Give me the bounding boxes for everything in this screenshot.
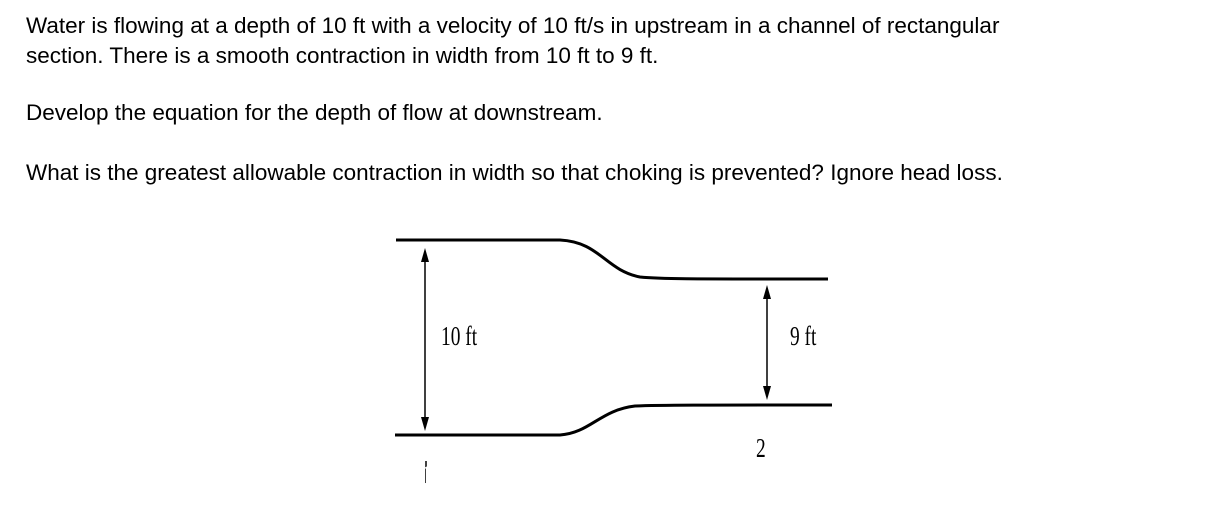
problem-paragraph-3: What is the greatest allowable contraction in width so that choking is prevented? Ignore head loss. (26, 160, 1003, 185)
downstream-width-arrow (763, 285, 771, 400)
upstream-width-arrow (421, 248, 429, 431)
channel-bottom-wall (395, 405, 832, 435)
channel-top-wall (396, 240, 828, 279)
problem-line-2: section. There is a smooth contraction in width from 10 ft to 9 ft. (26, 43, 659, 68)
section-2-label: 2 (756, 434, 766, 464)
problem-paragraph-2: Develop the equation for the depth of flow at downstream. (26, 100, 603, 125)
section-1-label: 1 (420, 460, 434, 490)
upstream-width-label: 10 ft (441, 322, 478, 352)
problem-line-1: Water is flowing at a depth of 10 ft with a velocity of 10 ft/s in upstream in a channel of rectangular (26, 13, 1000, 38)
downstream-width-label: 9 ft (790, 322, 817, 352)
